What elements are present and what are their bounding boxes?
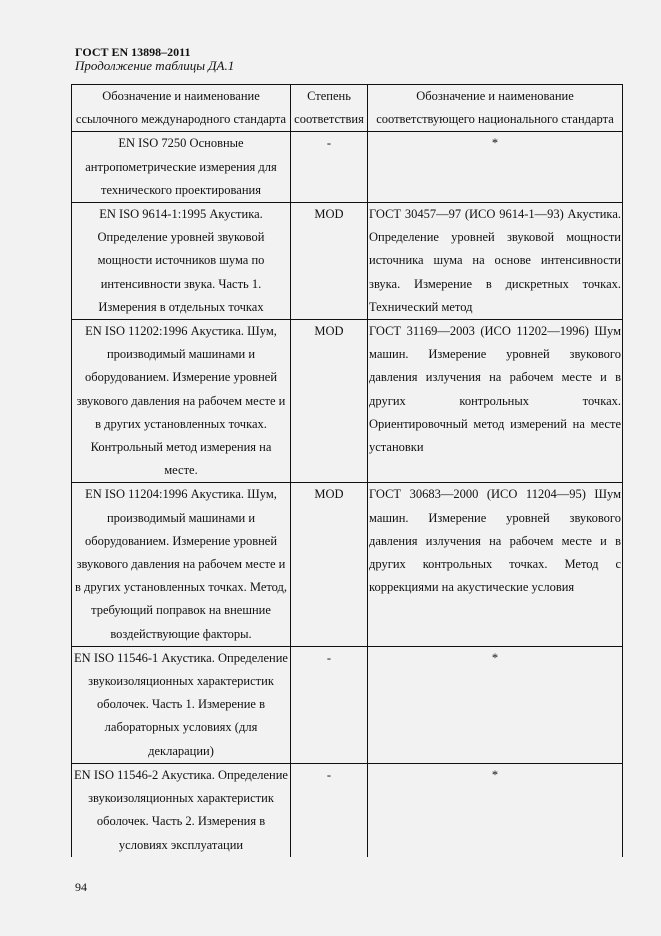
national-standard-cell: ГОСТ 31169—2003 (ИСО 11202—1996) Шум машин. Измерение уровней звукового давления излучения на рабочем месте и в других контрольных точках. Ориентировочный метод измерений на месте установки xyxy=(368,320,623,483)
reference-standards-table xyxy=(71,84,623,857)
national-standard-cell: * xyxy=(368,646,623,763)
table-row xyxy=(72,203,623,320)
degree-cell: - xyxy=(291,646,368,763)
table-row xyxy=(72,483,623,646)
international-standard-cell: EN ISO 11202:1996 Акустика. Шум, производимый машинами и оборудованием. Измерение уровней звукового давления на рабочем месте и в других установленных точках. Контрольный метод измерения на месте. xyxy=(72,320,291,483)
international-standard-cell: EN ISO 11204:1996 Акустика. Шум, производимый машинами и оборудованием. Измерение уровней звукового давления на рабочем месте и в других установленных точках. Метод, требующий поправок на внешние воздействующие факторы. xyxy=(72,483,291,646)
column-header-degree: Степень соответствия xyxy=(291,85,368,132)
international-standard-cell: EN ISO 11546-1 Акустика. Определение звукоизоляционных характеристик оболочек. Часть 1. Измерение в лабораторных условиях (для декларации) xyxy=(72,646,291,763)
page-header xyxy=(75,45,234,73)
degree-cell: MOD xyxy=(291,203,368,320)
national-standard-cell: * xyxy=(368,763,623,856)
degree-cell: MOD xyxy=(291,320,368,483)
table-row xyxy=(72,646,623,763)
national-standard-cell: * xyxy=(368,132,623,203)
page-number: 94 xyxy=(75,880,87,894)
table-header-row xyxy=(72,85,623,132)
degree-cell: MOD xyxy=(291,483,368,646)
national-standard-cell: ГОСТ 30683—2000 (ИСО 11204—95) Шум машин. Измерение уровней звукового давления излучения на рабочем месте и в других контрольных точках. Метод с коррекциями на акустические условия xyxy=(368,483,623,646)
standard-designation: ГОСТ EN 13898–2011 xyxy=(75,45,191,59)
table-row xyxy=(72,132,623,203)
degree-cell: - xyxy=(291,763,368,856)
international-standard-cell: EN ISO 9614-1:1995 Акустика. Определение уровней звуковой мощности источников шума по интенсивности звука. Часть 1. Измерения в отдельных точках xyxy=(72,203,291,320)
degree-cell: - xyxy=(291,132,368,203)
table-continuation-label: Продолжение таблицы ДА.1 xyxy=(75,58,235,73)
national-standard-cell: ГОСТ 30457—97 (ИСО 9614-1—93) Акустика. Определение уровней звуковой мощности источника шума на основе интенсивности звука. Измерение в дискретных точках. Технический метод xyxy=(368,203,623,320)
table-row xyxy=(72,320,623,483)
column-header-national: Обозначение и наименование соответствующего национального стандарта xyxy=(368,85,623,132)
international-standard-cell: EN ISO 7250 Основные антропометрические измерения для технического проектирования xyxy=(72,132,291,203)
international-standard-cell: EN ISO 11546-2 Акустика. Определение звукоизоляционных характеристик оболочек. Часть 2. Измерения в условиях эксплуатации xyxy=(72,763,291,856)
table-row xyxy=(72,763,623,856)
column-header-international: Обозначение и наименование ссылочного международного стандарта xyxy=(72,85,291,132)
